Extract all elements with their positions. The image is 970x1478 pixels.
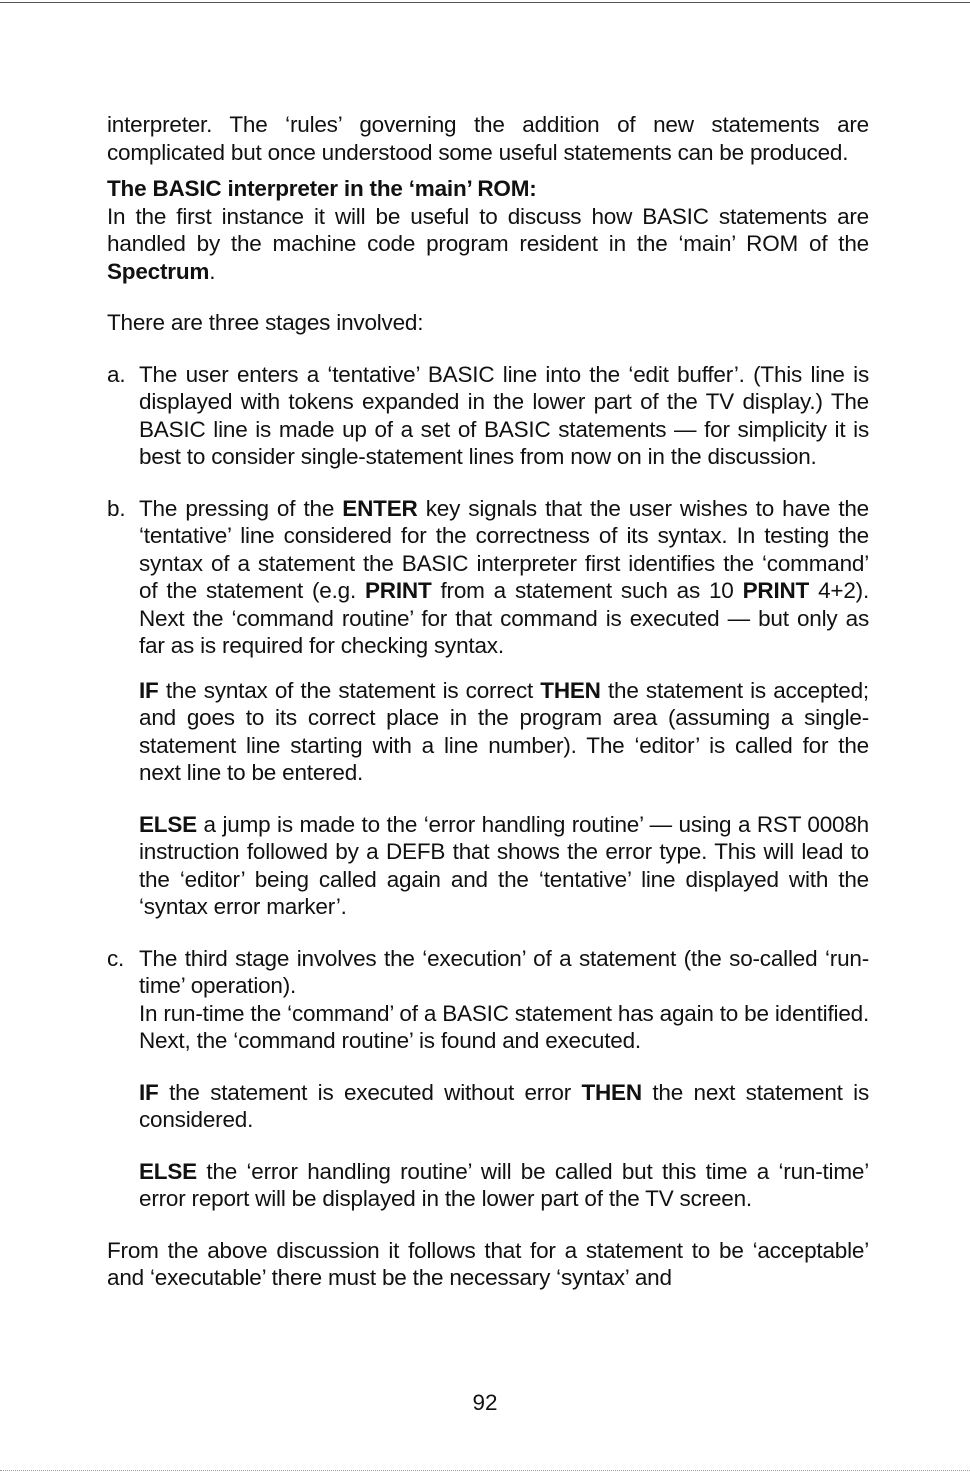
list-item-text: The user enters a ‘tentative’ BASIC line into the ‘edit buffer’. (This line is displayed with tokens expanded in the lower part of the TV display.) The BASIC line is made up of a set of BASIC statements — for simplicity it is best to consider single-statement lines from now on in the discussion.	[139, 361, 869, 469]
list-marker: a.	[107, 361, 126, 387]
sub-paragraph-if	[107, 677, 869, 787]
list-marker: c.	[107, 945, 125, 971]
text-run: key signals that the user wishes to have the ‘tentative’ line considered for the correctness of its syntax. In testing the syntax of a statement the BASIC interpreter first identifies the ‘command’ of the statement (e.g.	[139, 495, 870, 603]
list-item-c	[107, 945, 869, 1055]
bottom-rule	[0, 1470, 970, 1471]
sub-paragraph-else	[107, 1158, 869, 1213]
text-run: a jump is made to the ‘error handling routine’ — using a RST 0008h instruction followed by a DEFB that shows the error type. This will lead to the ‘editor’ being called again and the ‘tentative’ line displayed with the ‘syntax error marker’.	[139, 811, 869, 919]
page-number: 92	[472, 1390, 498, 1415]
keyword-print: PRINT	[742, 578, 810, 603]
text-run: the syntax of the statement is correct	[158, 677, 541, 703]
text-run: 4+2). Next the ‘command routine’ for that command is executed — but only as far as is required for checking syntax.	[139, 578, 869, 658]
list-item-a	[107, 361, 869, 471]
top-rule	[0, 2, 970, 3]
paragraph-intro: interpreter. The ‘rules’ governing the addition of new statements are complicated but once understood some useful statements can be produced.	[107, 112, 869, 165]
keyword-if: IF	[139, 677, 159, 703]
text-run: .	[209, 258, 216, 284]
keyword-then: THEN	[540, 677, 601, 703]
sub-paragraph-if	[107, 1079, 869, 1134]
paragraph-stages: There are three stages involved:	[107, 310, 424, 335]
text-run: In the first instance it will be useful to discuss how BASIC statements are handled by the machine code program resident in the ‘main’ ROM of the	[107, 203, 869, 256]
keyword-if: IF	[139, 1079, 159, 1105]
list-item-text: The third stage involves the ‘execution’ of a statement (the so-called ‘run-time’ operation).	[139, 945, 869, 998]
bold-term-spectrum: Spectrum	[107, 258, 210, 284]
list-marker: b.	[107, 495, 126, 521]
text-run: the statement is executed without error	[158, 1079, 582, 1105]
sub-paragraph-else	[107, 811, 869, 921]
keyword-enter: ENTER	[342, 495, 418, 521]
keyword-else: ELSE	[139, 1158, 197, 1184]
paragraph-conclusion: From the above discussion it follows that for a statement to be ‘acceptable’ and ‘executable’ there must be the necessary ‘syntax’ and	[107, 1237, 869, 1290]
paragraph-first-instance	[107, 203, 869, 286]
page-body	[107, 111, 869, 1292]
keyword-print: PRINT	[364, 578, 432, 603]
list-item-text: In run-time the ‘command’ of a BASIC statement has again to be identified. Next, the ‘command routine’ is found and executed.	[139, 1000, 869, 1053]
list-item-b	[107, 495, 869, 660]
text-run: the statement is accepted; and goes to its correct place in the program area (assuming a single-statement line starting with a line number). The ‘editor’ is called for the next line to be entered.	[139, 677, 869, 785]
text-run: The pressing of the	[139, 495, 343, 521]
keyword-then: THEN	[581, 1079, 642, 1105]
text-run: from a statement such as 10	[431, 578, 743, 603]
text-run: the next statement is considered.	[139, 1079, 869, 1132]
keyword-else: ELSE	[139, 811, 197, 837]
text-run: the ‘error handling routine’ will be called but this time a ‘run-time’ error report will be displayed in the lower part of the TV screen.	[139, 1158, 869, 1211]
section-heading: The BASIC interpreter in the ‘main’ ROM:	[107, 176, 537, 201]
